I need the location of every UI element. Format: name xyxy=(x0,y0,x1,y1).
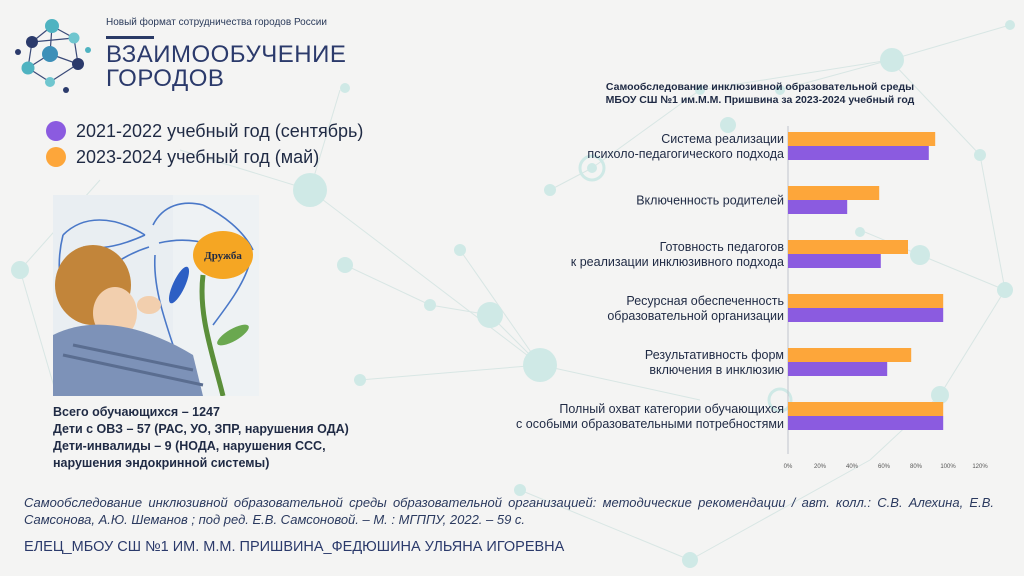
x-tick-label: 120% xyxy=(972,464,988,470)
bar-2021-6 xyxy=(788,416,943,430)
category-label-2: Включенность родителей xyxy=(636,193,784,208)
friendship-sign-text: Дружба xyxy=(204,250,242,262)
legend-item-2021 xyxy=(46,118,363,144)
bar-2023-4 xyxy=(788,294,943,308)
stats-disabled-children-cont: нарушения эндокринной системы) xyxy=(53,456,270,470)
category-label-6: Полный охват категории обучающихся xyxy=(559,402,784,416)
legend-dot-orange xyxy=(46,147,66,167)
bar-2023-3 xyxy=(788,240,908,254)
legend-item-2023 xyxy=(46,144,363,170)
x-tick-label: 40% xyxy=(845,464,859,470)
legend-dot-purple xyxy=(46,121,66,141)
bar-2021-2 xyxy=(788,200,847,214)
category-label-1: психоло-педагогического подхода xyxy=(587,147,784,161)
student-stats xyxy=(53,404,385,472)
brand-title xyxy=(106,43,346,91)
stats-disabled-children: Дети-инвалиды – 9 (НОДА, нарушения ССС, xyxy=(53,439,326,453)
bar-2023-6 xyxy=(788,402,943,416)
category-label-4: Ресурсная обеспеченность xyxy=(626,294,784,308)
chart-title-line1: Самообследование инклюзивной образовательной среды xyxy=(605,81,915,93)
category-label-3: Готовность педагогов xyxy=(659,240,784,254)
inclusion-bar-chart xyxy=(440,120,1000,470)
stats-ovz-children: Дети с ОВЗ – 57 (РАС, УО, ЗПР, нарушения ОДА) xyxy=(53,422,349,436)
x-tick-label: 20% xyxy=(813,464,827,470)
bar-2021-3 xyxy=(788,254,881,268)
x-tick-label: 100% xyxy=(940,464,956,470)
bar-2021-1 xyxy=(788,146,929,160)
molecule-network-logo xyxy=(10,12,94,96)
chart-title-line2: МБОУ СШ №1 им.М.М. Пришвина за 2023-2024 учебный год xyxy=(605,94,915,106)
category-label-1: Система реализации xyxy=(661,132,784,146)
x-tick-label: 80% xyxy=(909,464,923,470)
brand-title-line2: ГОРОДОВ xyxy=(106,65,225,92)
bar-2021-4 xyxy=(788,308,943,322)
category-label-5: включения в инклюзию xyxy=(649,363,784,377)
stats-total-students: Всего обучающихся – 1247 xyxy=(53,405,220,419)
bar-2021-5 xyxy=(788,362,887,376)
category-label-4: образовательной организации xyxy=(607,309,784,323)
legend-label-2023: 2023-2024 учебный год (май) xyxy=(76,146,320,167)
brand-subtitle: Новый формат сотрудничества городов России xyxy=(106,17,327,28)
brand-divider xyxy=(106,36,154,39)
category-label-5: Результативность форм xyxy=(644,348,784,362)
x-tick-label: 0% xyxy=(783,464,793,470)
child-drawing-photo xyxy=(53,195,259,396)
bar-2023-2 xyxy=(788,186,879,200)
x-tick-label: 60% xyxy=(877,464,891,470)
category-label-3: к реализации инклюзивного подхода xyxy=(570,255,784,269)
year-legend xyxy=(46,118,363,170)
chart-title xyxy=(556,81,964,107)
footer-author: ЕЛЕЦ_МБОУ СШ №1 ИМ. М.М. ПРИШВИНА_ФЕДЮШИНА УЛЬЯНА ИГОРЕВНА xyxy=(24,539,565,555)
bar-2023-1 xyxy=(788,132,935,146)
brand-title-line1: ВЗАИМООБУЧЕНИЕ xyxy=(106,41,347,68)
legend-label-2021: 2021-2022 учебный год (сентябрь) xyxy=(76,120,364,141)
bar-2023-5 xyxy=(788,348,911,362)
category-label-6: с особыми образовательными потребностями xyxy=(516,417,784,431)
citation-text: Самообследование инклюзивной образовательной среды образовательной организацией: методические рекомендации / авт. колл.: С.В. Алехина, Е.В. Самсонова, А.Ю. Шеманов ; под ред. Е.В. Самсоновой. – М. : МГППУ, 2022. – 59 с. xyxy=(24,495,994,527)
